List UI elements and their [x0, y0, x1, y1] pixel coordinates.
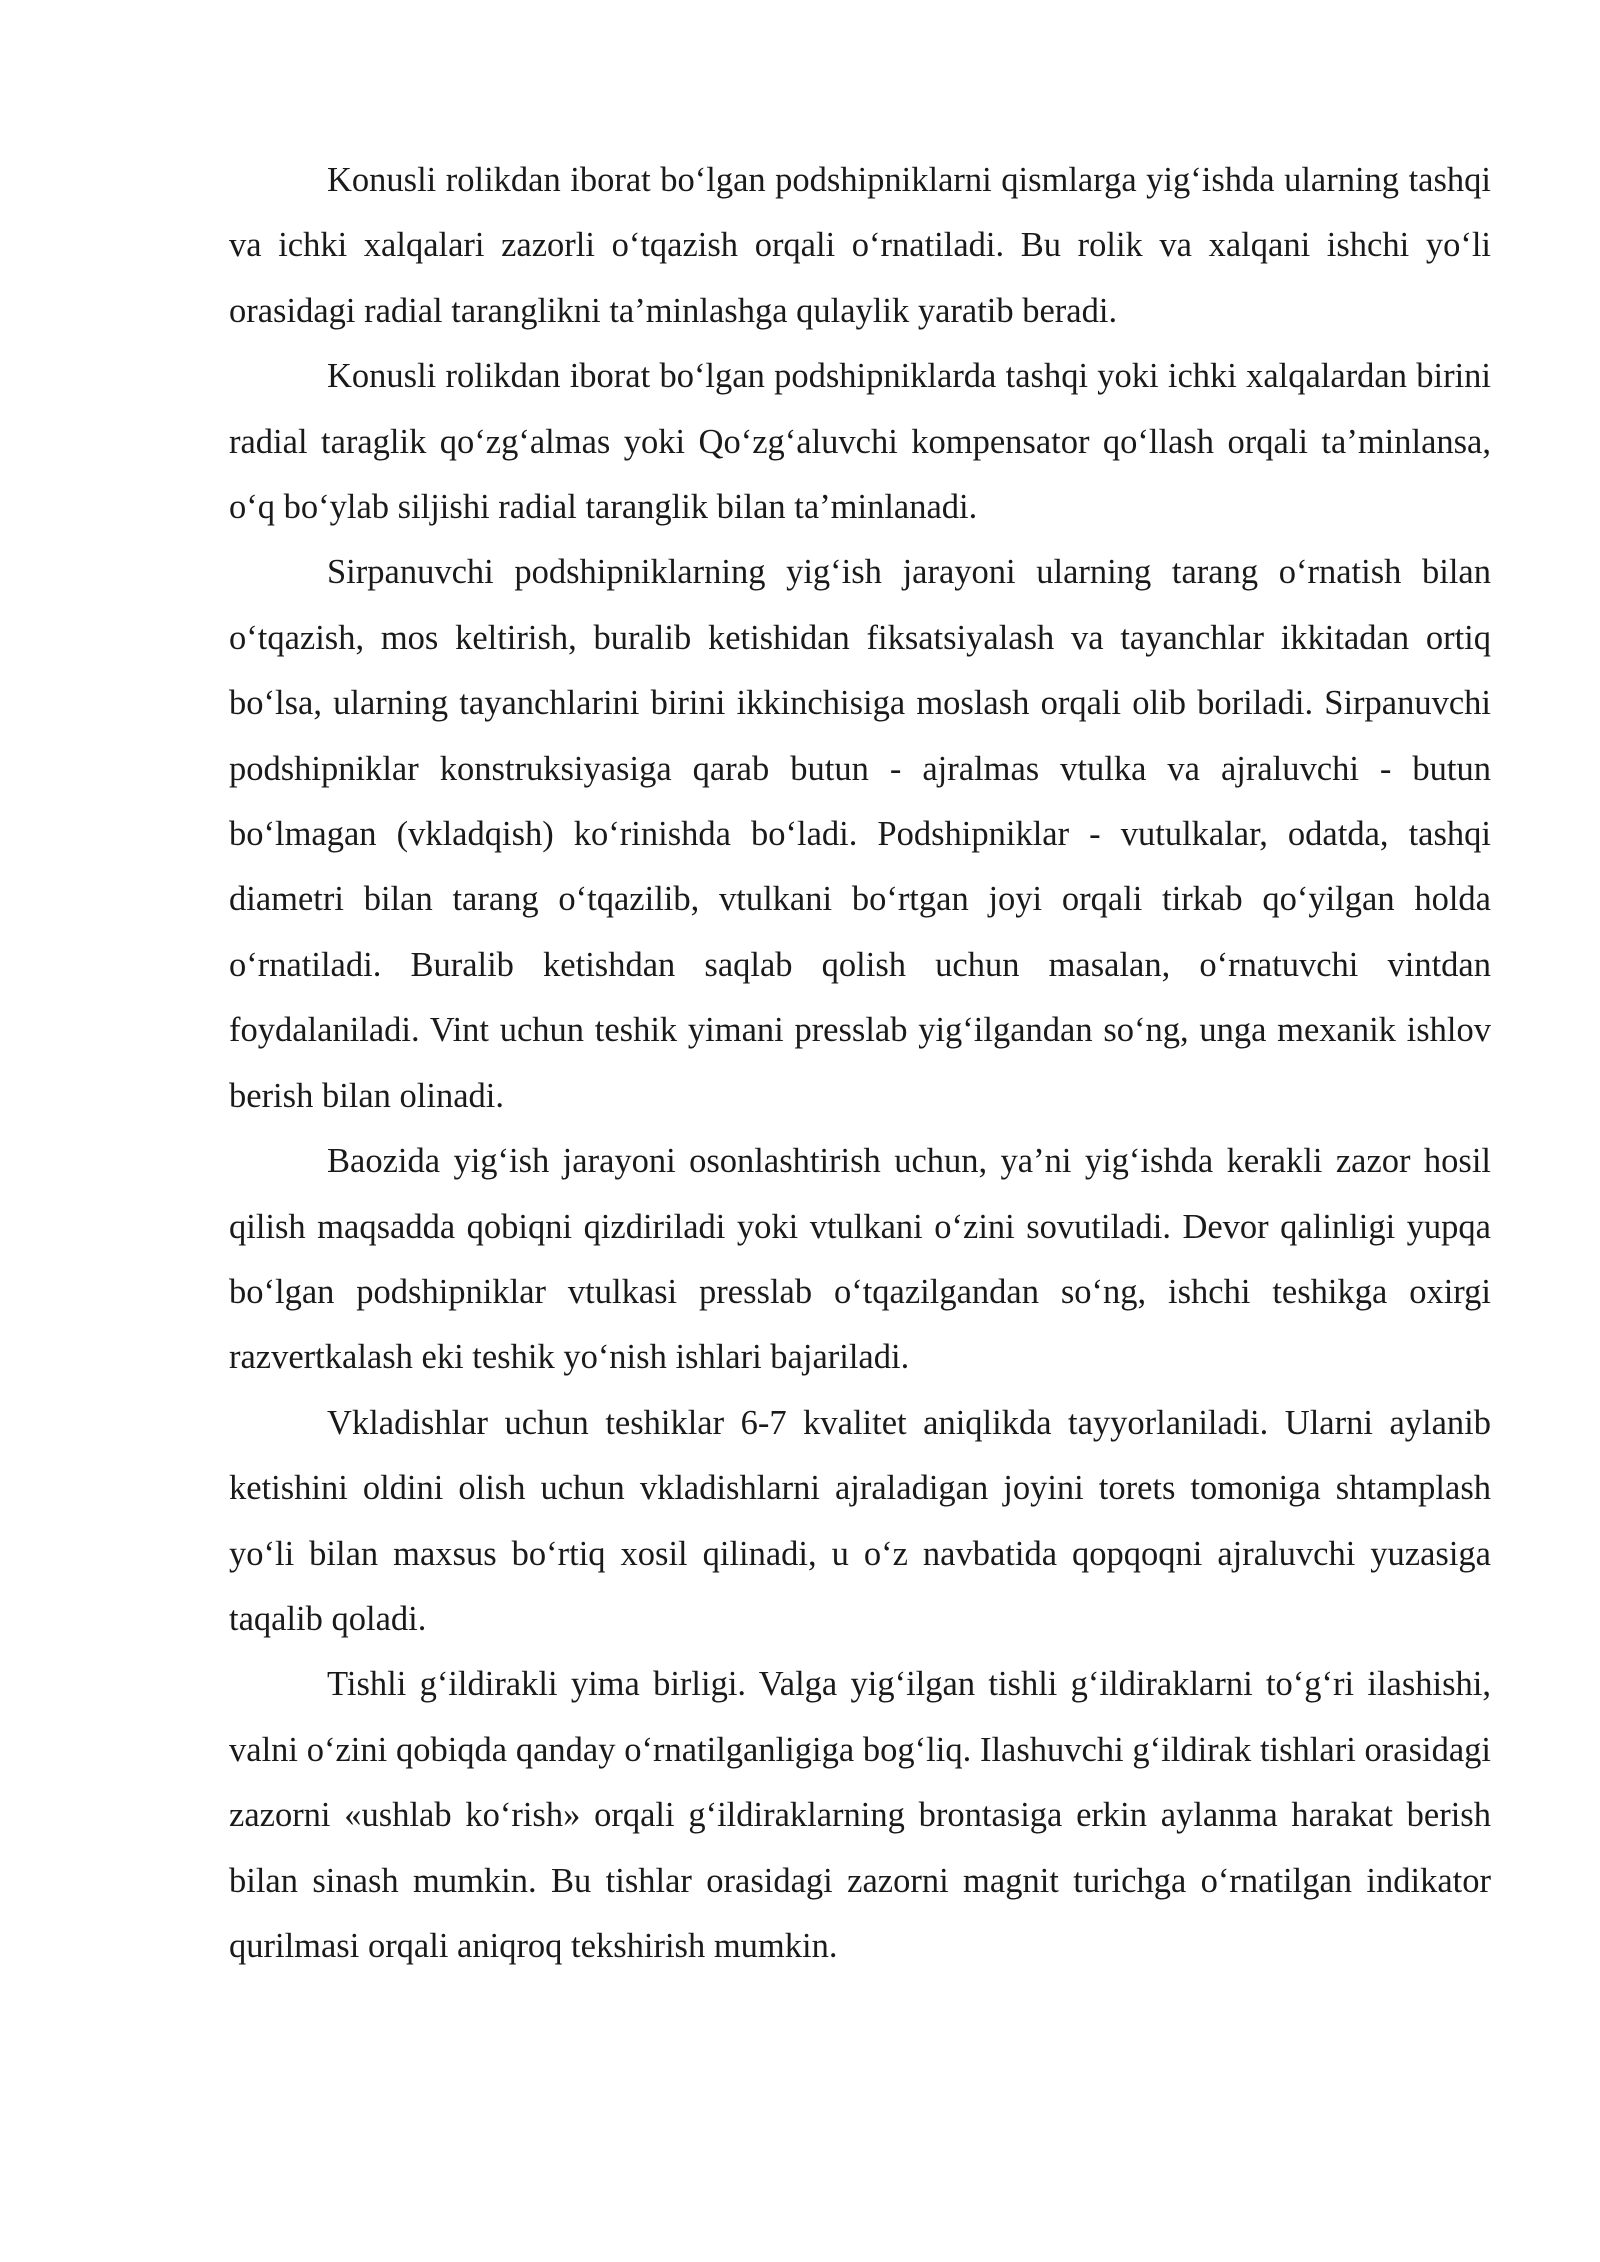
- paragraph-3: Sirpanuvchi podshipniklarning yig‘ish jarayoni ularning tarang o‘rnatish bilan o‘tqazish, mos keltirish, buralib ketishidan fiksatsiyalash va tayanchlar ikkitadan ortiq bo‘lsa, ularning tayanchlarini birini ikkinchisiga moslash orqali olib boriladi. Sirpanuvchi podshipniklar konstruksiyasiga qarab butun - ajralmas vtulka va ajraluvchi - butun bo‘lmagan (vkladqish) ko‘rinishda bo‘ladi. Podshipniklar - vutulkalar, odatda, tashqi diametri bilan tarang o‘tqazilib, vtulkani bo‘rtgan joyi orqali tirkab qo‘yilgan holda o‘rnatiladi. Buralib ketishdan saqlab qolish uchun masalan, o‘rnatuvchi vintdan foydalaniladi. Vint uchun teshik yimani presslab yig‘ilgandan so‘ng, unga mexanik ishlov berish bilan olinadi.: [229, 553, 1491, 1115]
- paragraph-5: Vkladishlar uchun teshiklar 6-7 kvalitet aniqlikda tayyorlaniladi. Ularni aylanib ketishini oldini olish uchun vkladishlarni ajraladigan joyini torets tomoniga shtamplash yo‘li bilan maxsus bo‘rtiq xosil qilinadi, u o‘z navbatida qopqoqni ajraluvchi yuzasiga taqalib qoladi.: [229, 1403, 1491, 1638]
- paragraph-2: Konusli rolikdan iborat bo‘lgan podshipniklarda tashqi yoki ichki xalqalardan birini radial taraglik qo‘zg‘almas yoki Qo‘zg‘aluvchi kompensator qo‘llash orqali ta’minlansa, o‘q bo‘ylab siljishi radial taranglik bilan ta’minlanadi.: [229, 357, 1491, 527]
- paragraph-6: Tishli g‘ildirakli yima birligi. Valga yig‘ilgan tishli g‘ildiraklarni to‘g‘ri ilashishi, valni o‘zini qobiqda qanday o‘rnatilganligiga bog‘liq. Ilashuvchi g‘ildirak tishlari orasidagi zazorni «ushlab ko‘rish» orqali g‘ildiraklarning brontasiga erkin aylanma harakat berish bilan sinash mumkin. Bu tishlar orasidagi zazorni magnit turichga o‘rnatilgan indikator qurilmasi orqali aniqroq tekshirish mumkin.: [229, 1665, 1491, 1965]
- document-body: [229, 148, 1491, 1979]
- paragraph-1: Konusli rolikdan iborat bo‘lgan podshipniklarni qismlarga yig‘ishda ularning tashqi va ichki xalqalari zazorli o‘tqazish orqali o‘rnatiladi. Bu rolik va xalqani ishchi yo‘li orasidagi radial taranglikni ta’minlashga qulaylik yaratib beradi.: [229, 161, 1491, 330]
- paragraph-4: Baozida yig‘ish jarayoni osonlashtirish uchun, ya’ni yig‘ishda kerakli zazor hosil qilish maqsadda qobiqni qizdiriladi yoki vtulkani o‘zini sovutiladi. Devor qalinligi yupqa bo‘lgan podshipniklar vtulkasi presslab o‘tqazilgandan so‘ng, ishchi teshikga oxirgi razvertkalash eki teshik yo‘nish ishlari bajariladi.: [229, 1142, 1491, 1377]
